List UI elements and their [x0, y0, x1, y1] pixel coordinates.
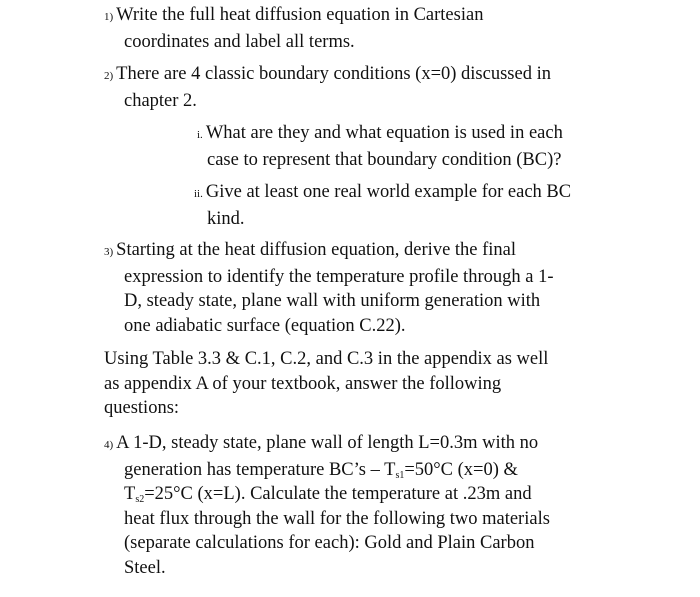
- sub-i-number: i.: [197, 129, 203, 141]
- instructions-text-2: as appendix A of your textbook, answer the following: [104, 373, 502, 394]
- question-4-text-3a: T: [124, 484, 136, 504]
- question-2-sub-i: [197, 121, 563, 172]
- question-1-line-1: [104, 3, 483, 30]
- question-4-text-2b: =50°C (x=0) &: [404, 459, 518, 480]
- question-3: [104, 238, 553, 338]
- sub-ii-line-1: [194, 180, 571, 207]
- question-4-text-6: Steel.: [124, 557, 166, 578]
- question-4-line-1: [104, 431, 550, 458]
- question-2-text-2: chapter 2.: [124, 90, 197, 111]
- question-2-sub-ii: [194, 180, 571, 231]
- instructions-text-3: questions:: [104, 398, 180, 418]
- question-4-text-2a: generation has temperature BC’s – T: [124, 459, 396, 480]
- question-1: [104, 3, 483, 54]
- question-3-text-3: D, steady state, plane wall with uniform generation with: [124, 291, 541, 311]
- question-4-text-5: (separate calculations for each): Gold and Plain Carbon: [124, 533, 535, 553]
- ts1-subscript: s1: [395, 469, 405, 481]
- question-4-text-1: A 1-D, steady state, plane wall of length L=0.3m with no: [116, 433, 539, 453]
- question-3-number: 3): [104, 246, 114, 258]
- question-3-text-4: one adiabatic surface (equation C.22).: [124, 315, 406, 336]
- instructions-paragraph: [104, 347, 548, 421]
- question-2-text-1: There are 4 classic boundary conditions (x=0) discussed in: [116, 64, 551, 84]
- question-2-number: 2): [104, 70, 114, 82]
- question-2: [104, 62, 551, 113]
- question-3-text-1: Starting at the heat diffusion equation, derive the final: [116, 240, 517, 260]
- sub-ii-number: ii.: [194, 188, 203, 200]
- question-4-line-3: [104, 482, 550, 507]
- instructions-text-1: Using Table 3.3 & C.1, C.2, and C.3 in the appendix as well: [104, 349, 549, 369]
- question-4-line-2: [104, 458, 550, 483]
- sub-i-line-1: [197, 121, 563, 148]
- question-4-text-4: heat flux through the wall for the following two materials: [124, 508, 550, 529]
- question-2-line-1: [104, 62, 551, 89]
- sub-i-text-1: What are they and what equation is used in each: [205, 123, 563, 143]
- question-4-number: 4): [104, 439, 114, 451]
- sub-i-text-2: case to represent that boundary condition (BC)?: [207, 149, 562, 170]
- question-3-text-2: expression to identify the temperature profile through a 1-: [124, 266, 554, 287]
- question-1-number: 1): [104, 11, 114, 23]
- question-1-text-2: coordinates and label all terms.: [124, 31, 355, 52]
- question-1-text-1: Write the full heat diffusion equation in Cartesian: [116, 5, 484, 25]
- sub-ii-text-1: Give at least one real world example for each BC: [205, 182, 572, 202]
- question-3-line-1: [104, 238, 553, 265]
- question-4-text-3b: =25°C (x=L). Calculate the temperature at .23m and: [144, 484, 532, 504]
- ts2-subscript: s2: [135, 494, 145, 505]
- sub-ii-text-2: kind.: [207, 208, 245, 229]
- question-4: [104, 431, 550, 580]
